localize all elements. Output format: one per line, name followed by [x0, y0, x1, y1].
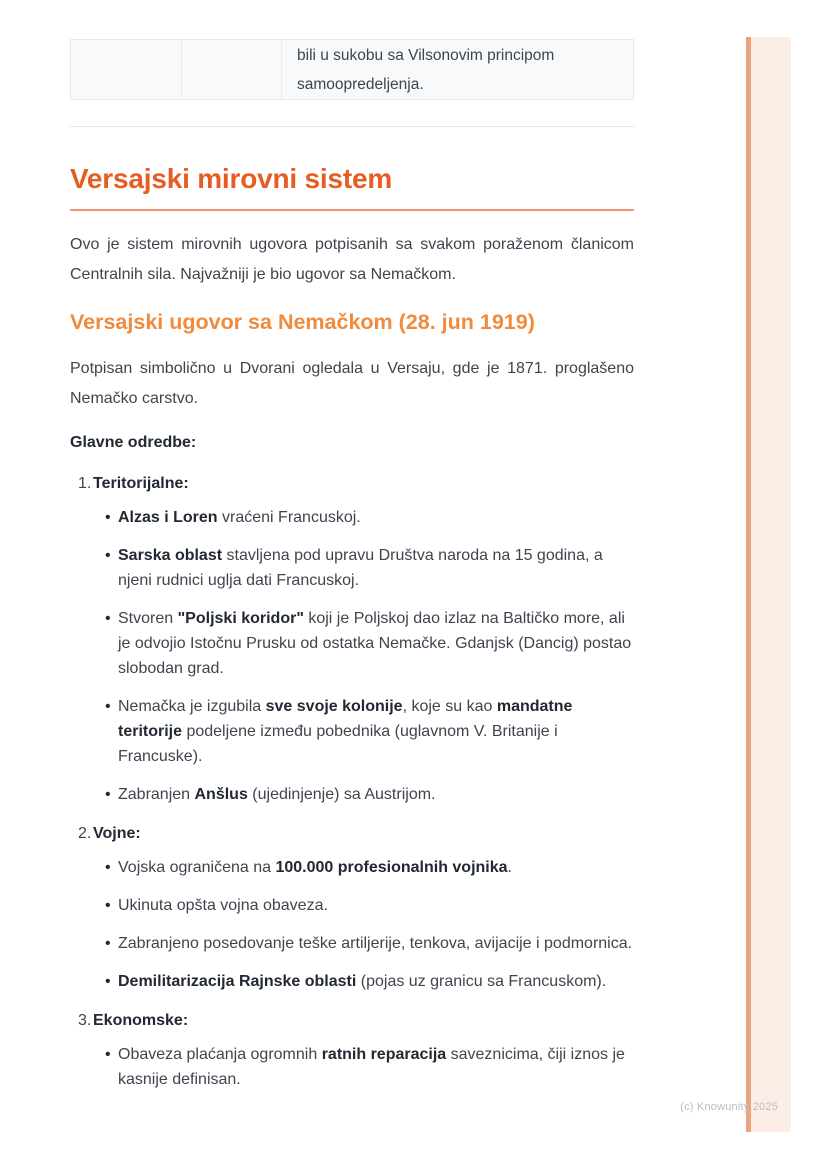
numbered-item-heading — [70, 1008, 634, 1033]
bold-text-run: Alzas i Loren — [118, 509, 218, 526]
bullet-item — [70, 505, 634, 530]
bullet-text — [118, 694, 634, 769]
list-item-title: Teritorijalne: — [93, 475, 189, 492]
section-subheading: Versajski ugovor sa Nemačkom (28. jun 1919) — [70, 310, 535, 334]
bullet-item — [70, 1042, 634, 1092]
bullet-list — [70, 1042, 634, 1092]
bullet-text — [118, 893, 634, 918]
text-run: stavljena pod upravu Društva naroda na 15 godina, a njeni rudnici uglja dati Francuskoj. — [118, 547, 603, 589]
numbered-list-item — [70, 471, 634, 807]
intro-paragraph: Ovo je sistem mirovnih ugovora potpisanih sa svakom poraženom članicom Centralnih sila. Najvažniji je bio ugovor sa Nemačkom. — [70, 236, 634, 283]
numbered-list-item — [70, 821, 634, 994]
bold-text-run: mandatne teritorije — [118, 698, 573, 740]
bullet-item — [70, 694, 634, 769]
bold-text-run: sve svoje kolonije — [265, 698, 403, 715]
table-cell-empty-1 — [71, 40, 181, 99]
bullet-item — [70, 606, 634, 681]
bold-text-run: Demilitarizacija Rajnske oblasti — [118, 973, 357, 990]
text-run: (pojas uz granicu sa Francuskom). — [356, 973, 607, 990]
bullet-icon — [105, 1042, 118, 1092]
bullet-icon — [105, 606, 118, 681]
subintro-paragraph: Potpisan simbolično u Dvorani ogledala u Versaju, gde je 1871. proglašeno Nemačko carstvo. — [70, 360, 634, 407]
list-item-number: 1. — [78, 475, 92, 492]
bullet-item — [70, 969, 634, 994]
bullet-item — [70, 931, 634, 956]
bullet-text — [118, 969, 634, 994]
watermark: (c) Knowunity 2025 — [680, 1101, 778, 1113]
bullet-list — [70, 505, 634, 807]
text-run: Zabranjen — [118, 786, 195, 803]
numbered-item-heading — [70, 471, 634, 496]
list-item-title: Ekonomske: — [93, 1012, 189, 1029]
section-divider — [70, 126, 634, 127]
bullet-item — [70, 543, 634, 593]
text-run: vraćeni Francuskoj. — [217, 509, 361, 526]
text-run: Ukinuta opšta vojna obaveza. — [118, 897, 328, 914]
page-edge-accent-strip — [746, 37, 791, 1132]
table-fragment — [70, 39, 634, 100]
text-run: Obaveza plaćanja ogromnih — [118, 1046, 322, 1063]
list-item-number: 3. — [78, 1012, 92, 1029]
bullet-text — [118, 543, 634, 593]
bullet-text — [118, 1042, 634, 1092]
text-run: Vojska ograničena na — [118, 859, 276, 876]
bullet-icon — [105, 969, 118, 994]
bold-text-run: ratnih reparacija — [321, 1046, 447, 1063]
bullet-icon — [105, 694, 118, 769]
list-item-title: Vojne: — [93, 825, 141, 842]
text-run: (ujedinjenje) sa Austrijom. — [247, 786, 436, 803]
text-run: Zabranjeno posedovanje teške artiljerije, tenkova, avijacije i podmornica. — [118, 935, 633, 952]
numbered-list-item — [70, 1008, 634, 1092]
bullet-text — [118, 606, 634, 681]
bullet-icon — [105, 893, 118, 918]
bullet-text — [118, 782, 634, 807]
numbered-item-heading — [70, 821, 634, 846]
bullet-item — [70, 893, 634, 918]
bullet-icon — [105, 505, 118, 530]
document-page — [70, 0, 634, 1092]
bullet-icon — [105, 931, 118, 956]
bullet-text — [118, 505, 634, 530]
provisions-label: Glavne odredbe: — [70, 434, 197, 451]
bullet-item — [70, 855, 634, 880]
text-run: Nemačka je izgubila — [118, 698, 266, 715]
bullet-text — [118, 931, 634, 956]
list-item-number: 2. — [78, 825, 92, 842]
bold-text-run: Anšlus — [194, 786, 248, 803]
page-title: Versajski mirovni sistem — [70, 163, 393, 194]
bold-text-run: Sarska oblast — [118, 547, 223, 564]
text-run: saveznicima, čiji iznos je kasnije definisan. — [118, 1046, 625, 1088]
text-run: podeljene između pobednika (uglavnom V. Britanije i Francuske). — [118, 723, 558, 765]
bold-text-run: 100.000 profesionalnih vojnika — [275, 859, 508, 876]
bold-text-run: "Poljski koridor" — [177, 610, 304, 627]
text-run: . — [507, 859, 512, 876]
bullet-text — [118, 855, 634, 880]
text-run: Stvoren — [118, 610, 178, 627]
title-underline — [70, 209, 634, 211]
table-cell-empty-2 — [181, 40, 281, 99]
bullet-icon — [105, 543, 118, 593]
bullet-list — [70, 855, 634, 994]
text-run: koji je Poljskoj dao izlaz na Baltičko more, ali je odvojio Istočnu Prusku od ostatka Nemačke. Gdanjsk (Dancig) postao slobodan grad. — [118, 610, 632, 677]
bullet-icon — [105, 782, 118, 807]
bullet-icon — [105, 855, 118, 880]
text-run: , koje su kao — [402, 698, 497, 715]
bullet-item — [70, 782, 634, 807]
table-cell-text: bili u sukobu sa Vilsonovim principom samoopredeljenja. — [281, 40, 633, 99]
provisions-list — [70, 471, 634, 1092]
